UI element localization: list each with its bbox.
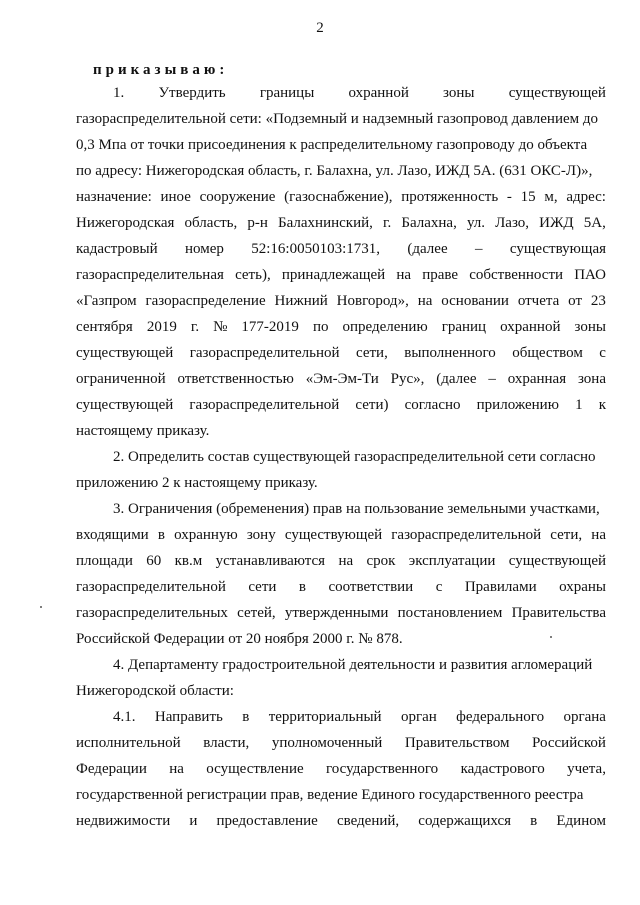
scan-speck [550, 636, 552, 638]
text-word: Балахна, [401, 215, 457, 231]
text-word: устанавливаются [215, 553, 326, 569]
text-line [76, 474, 606, 492]
text-word: 4.1. [113, 709, 136, 725]
text-line [76, 370, 606, 388]
text-word: утвержденными [284, 605, 389, 621]
text-word: праве [422, 267, 459, 283]
text-line [76, 812, 606, 830]
text-word: на [338, 553, 354, 569]
text-word: осуществление [206, 761, 304, 777]
text-word: Едином [556, 813, 606, 829]
text-word: Нижегородской области: [76, 683, 234, 699]
text-word: территориальный [268, 709, 382, 725]
text-word: иное [160, 189, 191, 205]
text-line [76, 578, 606, 596]
text-word: зоны [574, 319, 606, 335]
text-word: Новгород», [336, 293, 409, 309]
text-word: Правилами [464, 579, 537, 595]
text-word: границы [259, 85, 315, 101]
text-word: эксплуатации [408, 553, 496, 569]
text-line [76, 604, 606, 622]
text-word: газораспределительной [189, 345, 340, 361]
text-word: Рус», [390, 371, 425, 387]
text-word: соответствии [328, 579, 414, 595]
text-word: учета, [567, 761, 606, 777]
text-word: газораспределительной сети: «Подземный и надземный газопровод давлением до [76, 111, 599, 127]
text-word: орган [400, 709, 437, 725]
text-word: власти, [203, 735, 250, 751]
text-word: федерального [456, 709, 545, 725]
text-line [76, 396, 606, 414]
text-word: существующей [508, 553, 606, 569]
text-word: газораспределительная [76, 267, 224, 283]
text-word: согласно [404, 397, 461, 413]
text-word: ПАО [574, 267, 606, 283]
text-word: область, [184, 215, 238, 231]
text-word: 2. Определить состав существующей газораспределительной сети согласно [113, 449, 596, 465]
text-word: настоящему приказу. [76, 423, 210, 439]
text-word: в [298, 579, 306, 595]
text-word: Нижегородская [76, 215, 175, 231]
text-word: кадастровый [76, 241, 158, 257]
text-word: (газоснабжение), [284, 189, 393, 205]
text-word: сооружение [199, 189, 276, 205]
text-word: - [506, 189, 512, 205]
text-word: назначение: [76, 189, 152, 205]
text-word: охранную [174, 527, 238, 543]
text-word: существующей [284, 527, 383, 543]
text-word: и [189, 813, 198, 829]
text-word: на [591, 527, 606, 543]
text-word: зоны [443, 85, 475, 101]
text-word: газораспределение [145, 293, 266, 309]
text-word: в [157, 527, 165, 543]
text-word: ответственностью [177, 371, 294, 387]
text-word: Лазо, [495, 215, 530, 231]
text-line [76, 682, 606, 700]
text-word: недвижимости [76, 813, 171, 829]
text-word: постановлением [397, 605, 503, 621]
text-line [113, 656, 606, 674]
text-word: г. [190, 319, 200, 335]
text-word: государственного [326, 761, 439, 777]
text-word: адрес: [566, 189, 606, 205]
text-word: зону [246, 527, 276, 543]
text-word: обществом [512, 345, 583, 361]
text-word: 1. [113, 85, 125, 101]
text-line [76, 552, 606, 570]
text-word: – [474, 241, 483, 257]
text-word: ул. [466, 215, 486, 231]
text-word: от [568, 293, 583, 309]
text-line [76, 292, 606, 310]
text-word: «Эм-Эм-Ти [305, 371, 379, 387]
text-word: номер [184, 241, 224, 257]
text-word: срок [366, 553, 396, 569]
text-word: органа [563, 709, 606, 725]
text-word: зона [577, 371, 606, 387]
text-word: ИЖД [539, 215, 574, 231]
text-word: кадастрового [460, 761, 545, 777]
text-word: 0,3 Мпа от точки присоединения к распределительному газопроводу до объекта [76, 137, 588, 153]
text-word: сеть), [235, 267, 271, 283]
text-word: охраны [559, 579, 606, 595]
text-word: сети, [550, 527, 583, 543]
text-word: Направить [154, 709, 223, 725]
text-word: уполномоченный [271, 735, 383, 751]
text-word: основании [441, 293, 509, 309]
text-word: ограниченной [76, 371, 166, 387]
text-word: р-н [247, 215, 268, 231]
text-word: охранной [348, 85, 409, 101]
text-word: определению [342, 319, 428, 335]
text-word: предоставление [216, 813, 318, 829]
text-word: Утвердить [158, 85, 226, 101]
text-word: Балахнинский, [278, 215, 373, 231]
text-word: на [396, 267, 412, 283]
text-word: существующей [76, 345, 174, 361]
text-word: приложению 2 к настоящему приказу. [76, 475, 318, 491]
text-word: выполненного [404, 345, 496, 361]
text-word: 23 [590, 293, 606, 309]
text-word: 4. Департаменту градостроительной деятельности и развития агломераций [113, 657, 593, 673]
text-line [76, 240, 606, 258]
text-word: собственности [469, 267, 564, 283]
text-word: по [312, 319, 329, 335]
text-word: существующей [76, 397, 174, 413]
text-word: к [598, 397, 606, 413]
text-word: кв.м [174, 553, 203, 569]
text-line [76, 266, 606, 284]
text-line [76, 110, 606, 128]
text-line [76, 136, 606, 154]
text-line [76, 344, 606, 362]
text-word: (далее [436, 371, 477, 387]
text-word: существующей [508, 85, 606, 101]
text-word: газораспределительных [76, 605, 228, 621]
text-word: – [488, 371, 496, 387]
text-word: 177-2019 [241, 319, 299, 335]
text-word: газораспределительной [391, 527, 542, 543]
text-word: в [242, 709, 250, 725]
text-line [76, 422, 606, 440]
text-word: 1 [575, 397, 583, 413]
text-word: (далее [407, 241, 448, 257]
text-word: приложению [476, 397, 559, 413]
text-word: государственной регистрации прав, ведение Единого государственного реестра [76, 787, 584, 803]
text-line [113, 500, 606, 518]
text-word: г. [383, 215, 392, 231]
text-word: Российской [532, 735, 606, 751]
order-heading: приказываю: [93, 62, 229, 78]
text-word: отчета [517, 293, 560, 309]
text-word: сведений, [336, 813, 400, 829]
page-number: 2 [316, 20, 324, 36]
text-word: площади [76, 553, 133, 569]
text-word: газораспределительной [189, 397, 340, 413]
text-line [76, 786, 606, 804]
text-line [76, 526, 606, 544]
text-line [76, 734, 606, 752]
text-word: Правительством [404, 735, 510, 751]
text-line [113, 84, 606, 102]
text-word: 5А, [583, 215, 606, 231]
text-word: на [417, 293, 433, 309]
text-word: входящими [76, 527, 149, 543]
text-word: Федерации [76, 761, 147, 777]
text-word: с [599, 345, 606, 361]
text-word: в [530, 813, 538, 829]
text-word: м, [544, 189, 558, 205]
text-word: сети, [356, 345, 388, 361]
text-word: сети [248, 579, 277, 595]
text-word: принадлежащей [281, 267, 386, 283]
text-word: протяженность [401, 189, 499, 205]
text-word: 2019 [146, 319, 177, 335]
text-word: существующая [509, 241, 606, 257]
text-word: содержащихся [418, 813, 512, 829]
text-word: с [435, 579, 443, 595]
text-line [113, 448, 606, 466]
text-line [76, 188, 606, 206]
scan-speck [40, 606, 42, 608]
text-word: 15 [520, 189, 536, 205]
text-line [76, 318, 606, 336]
text-word: исполнительной [76, 735, 181, 751]
text-word: № [213, 319, 228, 335]
text-word: сентября [76, 319, 133, 335]
text-line [76, 760, 606, 778]
text-word: 52:16:0050103:1731, [251, 241, 381, 257]
text-line [76, 630, 606, 648]
text-word: Нижний [274, 293, 328, 309]
text-word: охранная [507, 371, 567, 387]
text-word: «Газпром [76, 293, 137, 309]
text-line [113, 708, 606, 726]
text-word: сетей, [237, 605, 276, 621]
text-word: охранной [500, 319, 561, 335]
text-word: 60 [146, 553, 162, 569]
text-word: 3. Ограничения (обременения) прав на пользование земельными участками, [113, 501, 600, 517]
text-word: границ [441, 319, 487, 335]
text-line [76, 214, 606, 232]
text-word: на [169, 761, 184, 777]
text-word: Российской Федерации от 20 ноября 2000 г. № 878. [76, 631, 403, 647]
text-word: сети) [355, 397, 389, 413]
text-line [76, 162, 606, 180]
text-word: Правительства [511, 605, 606, 621]
text-word: газораспределительной [76, 579, 226, 595]
text-word: по адресу: Нижегородская область, г. Балахна, ул. Лазо, ИЖД 5А. (631 ОКС-Л)», [76, 163, 593, 179]
